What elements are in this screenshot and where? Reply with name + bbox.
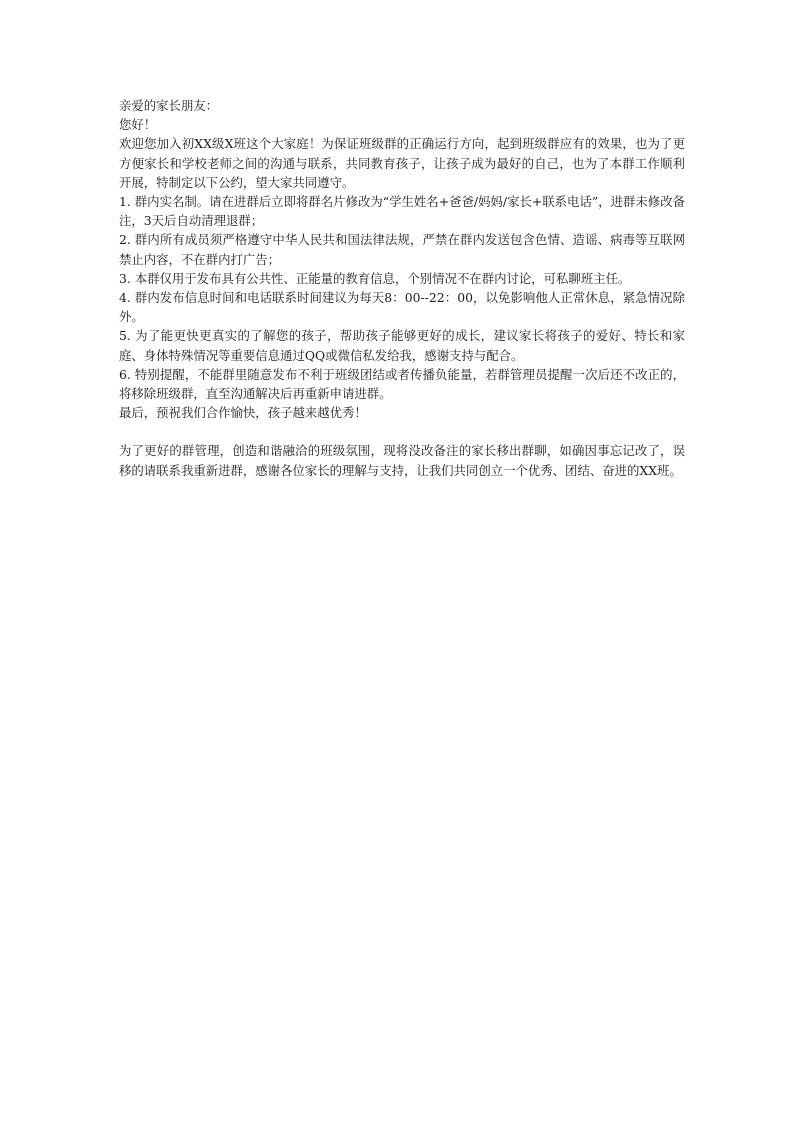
- intro-paragraph: 欢迎您加入初XX级X班这个大家庭！为保证班级群的正确运行方向，起到班级群应有的效果，也为了更方便家长和学校老师之间的沟通与联系，共同教育孩子，让孩子成为最好的自己，也为了本群工作顺利开展，特制定以下公约，望大家共同遵守。: [119, 136, 685, 190]
- paragraph-gap: [119, 422, 685, 441]
- notice-paragraph: 为了更好的群管理，创造和谐融洽的班级氛围，现将没改备注的家长移出群聊，如确因事忘记改了，误移的请联系我重新进群，感谢各位家长的理解与支持，让我们共同创立一个优秀、团结、奋进的XX班。: [119, 443, 685, 478]
- greeting: 您好！: [119, 117, 157, 133]
- rule-item: 5. 为了能更快更真实的了解您的孩子，帮助孩子能够更好的成长，建议家长将孩子的爱好、特长和家庭、身体特殊情况等重要信息通过QQ或微信私发给我，感谢支持与配合。: [119, 328, 685, 363]
- rule-item: 1. 群内实名制。请在进群后立即将群名片修改为“学生姓名+爸爸/妈妈/家长+联系电话”，进群未修改备注，3天后自动清理退群；: [119, 194, 685, 229]
- salutation: 亲爱的家长朋友：: [119, 98, 219, 113]
- document-page: [119, 96, 685, 480]
- rule-item: 4. 群内发布信息时间和电话联系时间建议为每天8：00--22：00，以免影响他人正常休息，紧急情况除外。: [119, 290, 685, 325]
- rule-item: 6. 特别提醒，不能群里随意发布不利于班级团结或者传播负能量，若群管理员提醒一次后还不改正的，将移除班级群，直至沟通解决后再重新申请进群。: [119, 366, 685, 402]
- rule-item: 3. 本群仅用于发布具有公共性、正能量的教育信息，个别情况不在群内讨论，可私聊班主任。: [119, 270, 631, 286]
- closing-line: 最后，预祝我们合作愉快，孩子越来越优秀！: [119, 405, 367, 421]
- rule-item: 2. 群内所有成员须严格遵守中华人民共和国法律法规，严禁在群内发送包含色情、造谣、病毒等互联网禁止内容，不在群内打广告；: [119, 232, 685, 267]
